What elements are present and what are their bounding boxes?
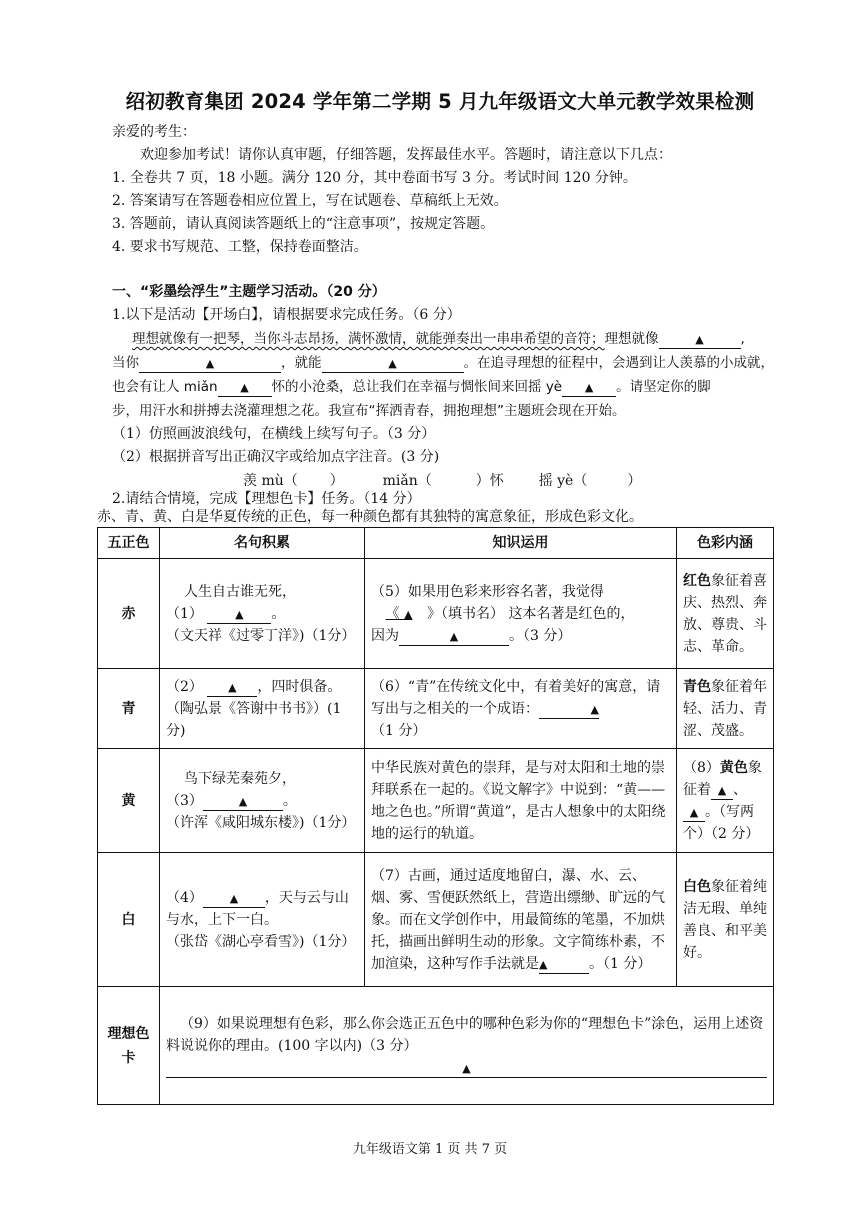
passage-text: 当你 [112,355,139,371]
passage-text: 怀的小沧桑，总让我们在幸福与惆怅间来回摇 yè [271,379,563,395]
color-name: 青 [98,669,160,749]
quote-label: （3） [166,792,203,809]
sub-question-2: （2）根据拼音写出正确汉字或给加点字注音。(3 分) [112,449,440,465]
notice-3: 3. 答题前，请认真阅读答题纸上的“注意事项”，按规定答题。 [112,216,495,232]
answer-blank[interactable] [659,331,741,349]
answer-blank[interactable] [139,355,281,373]
quote-cell [160,669,365,749]
punct: 、 [733,781,747,798]
triangle-icon: ▲ [240,381,249,394]
triangle-icon: ▲ [689,805,699,819]
triangle-icon: ▲ [462,1062,471,1075]
knowledge-text: 。（1 分） [589,955,652,972]
ideal-card-cell [160,987,774,1105]
knowledge-text: 》（填书名） 这本名著是红色的， [427,605,635,622]
meaning-text: 象征着年轻、活力、青涩、茂盛。 [683,678,767,739]
meaning-head: 青色 [683,678,711,695]
color-name: 赤 [98,559,160,669]
ideal-card-label: 理想色卡 [98,987,160,1105]
pinyin-close: ） [329,473,344,489]
passage-text: 。在追寻理想的征程中，会遇到让人羡慕的小成就， [463,355,774,371]
color-name: 黄 [98,749,160,853]
triangle-icon: ▲ [717,783,727,797]
knowledge-text: 因为 [371,627,399,644]
meaning-text: 象征着纯洁无瑕、单纯善良、和平美好。 [683,878,767,961]
triangle-icon: ▲ [403,607,413,621]
knowledge-text: 。（3 分） [509,627,572,644]
knowledge-cell [365,853,677,987]
meaning-cell [677,669,774,749]
quote-source: （张岱《湖心亭看雪》)（1分） [166,933,356,950]
quote-cell [160,749,365,853]
pinyin-close: ） [627,473,642,489]
ideal-card-question: （9）如果说理想有色彩，那么你会选正五色中的哪种色彩为你的“理想色卡”涂色，运用上述资料说说你的理由。(100 字以内)（3 分） [166,1016,764,1054]
meaning-head: 白色 [683,878,711,895]
knowledge-text: （7）古画，通过适度地留白，瀑、水、云、烟、雾、雪便跃然纸上，营造出缥缈、旷远的气象。而在文学创作中，用最简练的笔墨，不加烘托，描画出鲜明生动的形象。文字简练朴素，不加渲染，这种写作手法就是 [371,867,665,972]
answer-blank[interactable] [539,956,589,974]
answer-blank[interactable] [399,628,509,646]
table-row [98,749,774,853]
table-header: 五正色 [98,528,160,559]
table-header: 名句积累 [160,528,365,559]
color-table [97,527,774,1105]
answer-blank[interactable] [207,679,257,697]
triangle-icon: ▲ [235,607,244,621]
book-blank[interactable] [371,606,427,623]
quote-cell [160,559,365,669]
answer-blank[interactable] [683,804,705,822]
answer-blank[interactable] [207,606,271,624]
section-1-heading: 一、“彩墨绘浮生”主题学习活动。（20 分） [112,284,386,300]
exam-title: 绍初教育集团 2024 学年第二学期 5 月九年级语文大单元教学效果检测 [125,90,755,113]
pinyin-row [243,471,641,491]
wavy-sentence: 理想就像有一把琴，当你斗志昂扬，满怀激情，就能弹奏出一串串希望的音符； [132,331,605,347]
knowledge-cell [365,669,677,749]
greeting: 亲爱的考生： [112,124,196,140]
passage-text: 理想就像 [604,331,659,347]
welcome-text: 欢迎参加考试！请你认真审题，仔细答题，发挥最佳水平。答题时，请注意以下几点： [140,147,672,163]
triangle-icon: ▲ [228,680,237,694]
knowledge-text: （1 分） [371,722,427,739]
notice-4: 4. 要求书写规范、工整，保持卷面整洁。 [112,239,368,255]
passage-line-1: 理想就像有一把琴，当你斗志昂扬，满怀激情，就能弹奏出一串串希望的音符；理想就像 ▲ , [132,331,745,347]
quote-source: （陶弘景《答谢中书书》）(1分) [166,700,342,739]
meaning-head: 黄色 [719,759,748,776]
pinyin-1: 羡 mù（ [243,473,298,489]
knowledge-cell: 中华民族对黄色的崇拜，是与对太阳和土地的崇拜联系在一起的。《说文解字》中说到：“黄——地之色也。”所谓“黄道”，是古人想象中的太阳绕地的运行的轨道。 [365,749,677,853]
knowledge-text: （6）“青”在传统文化中，有着美好的寓意，请写出与之相关的一个成语： [371,678,661,717]
passage-text: 也会有让人 miǎn [112,379,218,395]
quote-label: （1） [166,605,203,622]
triangle-icon: ▲ [205,357,215,370]
meaning-text: 。（写两个）（2 分） [683,803,760,842]
passage-text: ，就能 [281,355,322,371]
punct: 。 [271,605,286,622]
answer-blank[interactable] [203,890,265,908]
table-row [98,853,774,987]
quote-cell [160,853,365,987]
meaning-text: 象征着喜庆、热烈、奔放、尊贵、斗志、革命。 [683,572,767,655]
answer-blank[interactable] [562,379,616,397]
triangle-icon: ▲ [584,381,594,394]
triangle-icon: ▲ [695,333,704,346]
meaning-label: （8） [683,759,720,776]
meaning-cell [677,559,774,669]
page-footer: 九年级语文第 1 页 共 7 页 [352,1142,508,1157]
answer-blank[interactable] [539,701,599,719]
quote-line: ，天与云与山与水，上下一白。 [166,889,349,928]
meaning-text: 象征着 [683,759,762,798]
pinyin-close: ）怀 [475,473,504,489]
intro-text: 赤、青、黄、白是华夏传统的正色，每一种颜色都有其独特的寓意象征，形成色彩文化。 [97,509,643,525]
quote-label: （4） [166,889,203,906]
color-name: 白 [98,853,160,987]
passage-line-4: 步，用汗水和拼搏去浇灌理想之花。我宣布“挥洒青春，拥抱理想”主题班会现在开始。 [112,403,626,419]
answer-line[interactable] [166,1059,767,1078]
passage-line-3 [112,377,711,397]
answer-blank[interactable] [203,793,283,811]
triangle-icon: ▲ [229,891,239,905]
table-header: 知识运用 [365,528,677,559]
meaning-head: 红色 [683,572,711,589]
table-header-row [98,528,774,559]
book-bracket: 《 [385,605,400,622]
table-row [98,669,774,749]
answer-blank[interactable] [322,355,464,373]
quote-line: ，四时俱备。 [257,678,342,695]
punct: 。 [282,792,297,809]
meaning-cell [677,749,774,853]
answer-blank[interactable] [218,379,272,397]
question-2: 2.请结合情境，完成【理想色卡】任务。（14 分） [112,491,421,507]
sub-question-1: （1）仿照画波浪线句，在横线上续写句子。（3 分） [112,426,436,442]
meaning-cell [677,853,774,987]
knowledge-text: （5）如果用色彩来形容名著，我觉得 [371,583,604,600]
passage-line-2 [112,353,774,373]
table-row [98,559,774,669]
triangle-icon: ▲ [449,629,459,643]
quote-label: （2） [166,678,203,695]
quote-source: （文天祥《过零丁洋》)（1分） [166,627,356,644]
triangle-icon: ▲ [238,794,248,808]
triangle-icon: ▲ [539,957,548,971]
answer-blank[interactable] [711,782,733,800]
triangle-icon: ▲ [388,357,397,370]
notice-2: 2. 答案请写在答题卷相应位置上，写在试题卷、草稿纸上无效。 [112,193,508,209]
quote-line: 鸟下绿芜秦苑夕， [184,770,296,787]
notice-1: 1. 全卷共 7 页，18 小题。满分 120 分，其中卷面书写 3 分。考试时间 120 分钟。 [112,170,637,186]
pinyin-3: 摇 yè（ [538,473,588,489]
knowledge-cell [365,559,677,669]
quote-line: 人生自古谁无死， [184,583,296,600]
pinyin-2: miǎn（ [382,473,432,489]
passage-text: 。请坚定你的脚 [616,379,711,395]
question-1: 1.以下是活动【开场白】，请根据要求完成任务。（6 分） [112,307,461,323]
triangle-icon: ▲ [590,702,599,716]
table-header: 色彩内涵 [677,528,774,559]
table-row [98,987,774,1105]
quote-source: （许浑《咸阳城东楼》)（1分） [166,814,356,831]
